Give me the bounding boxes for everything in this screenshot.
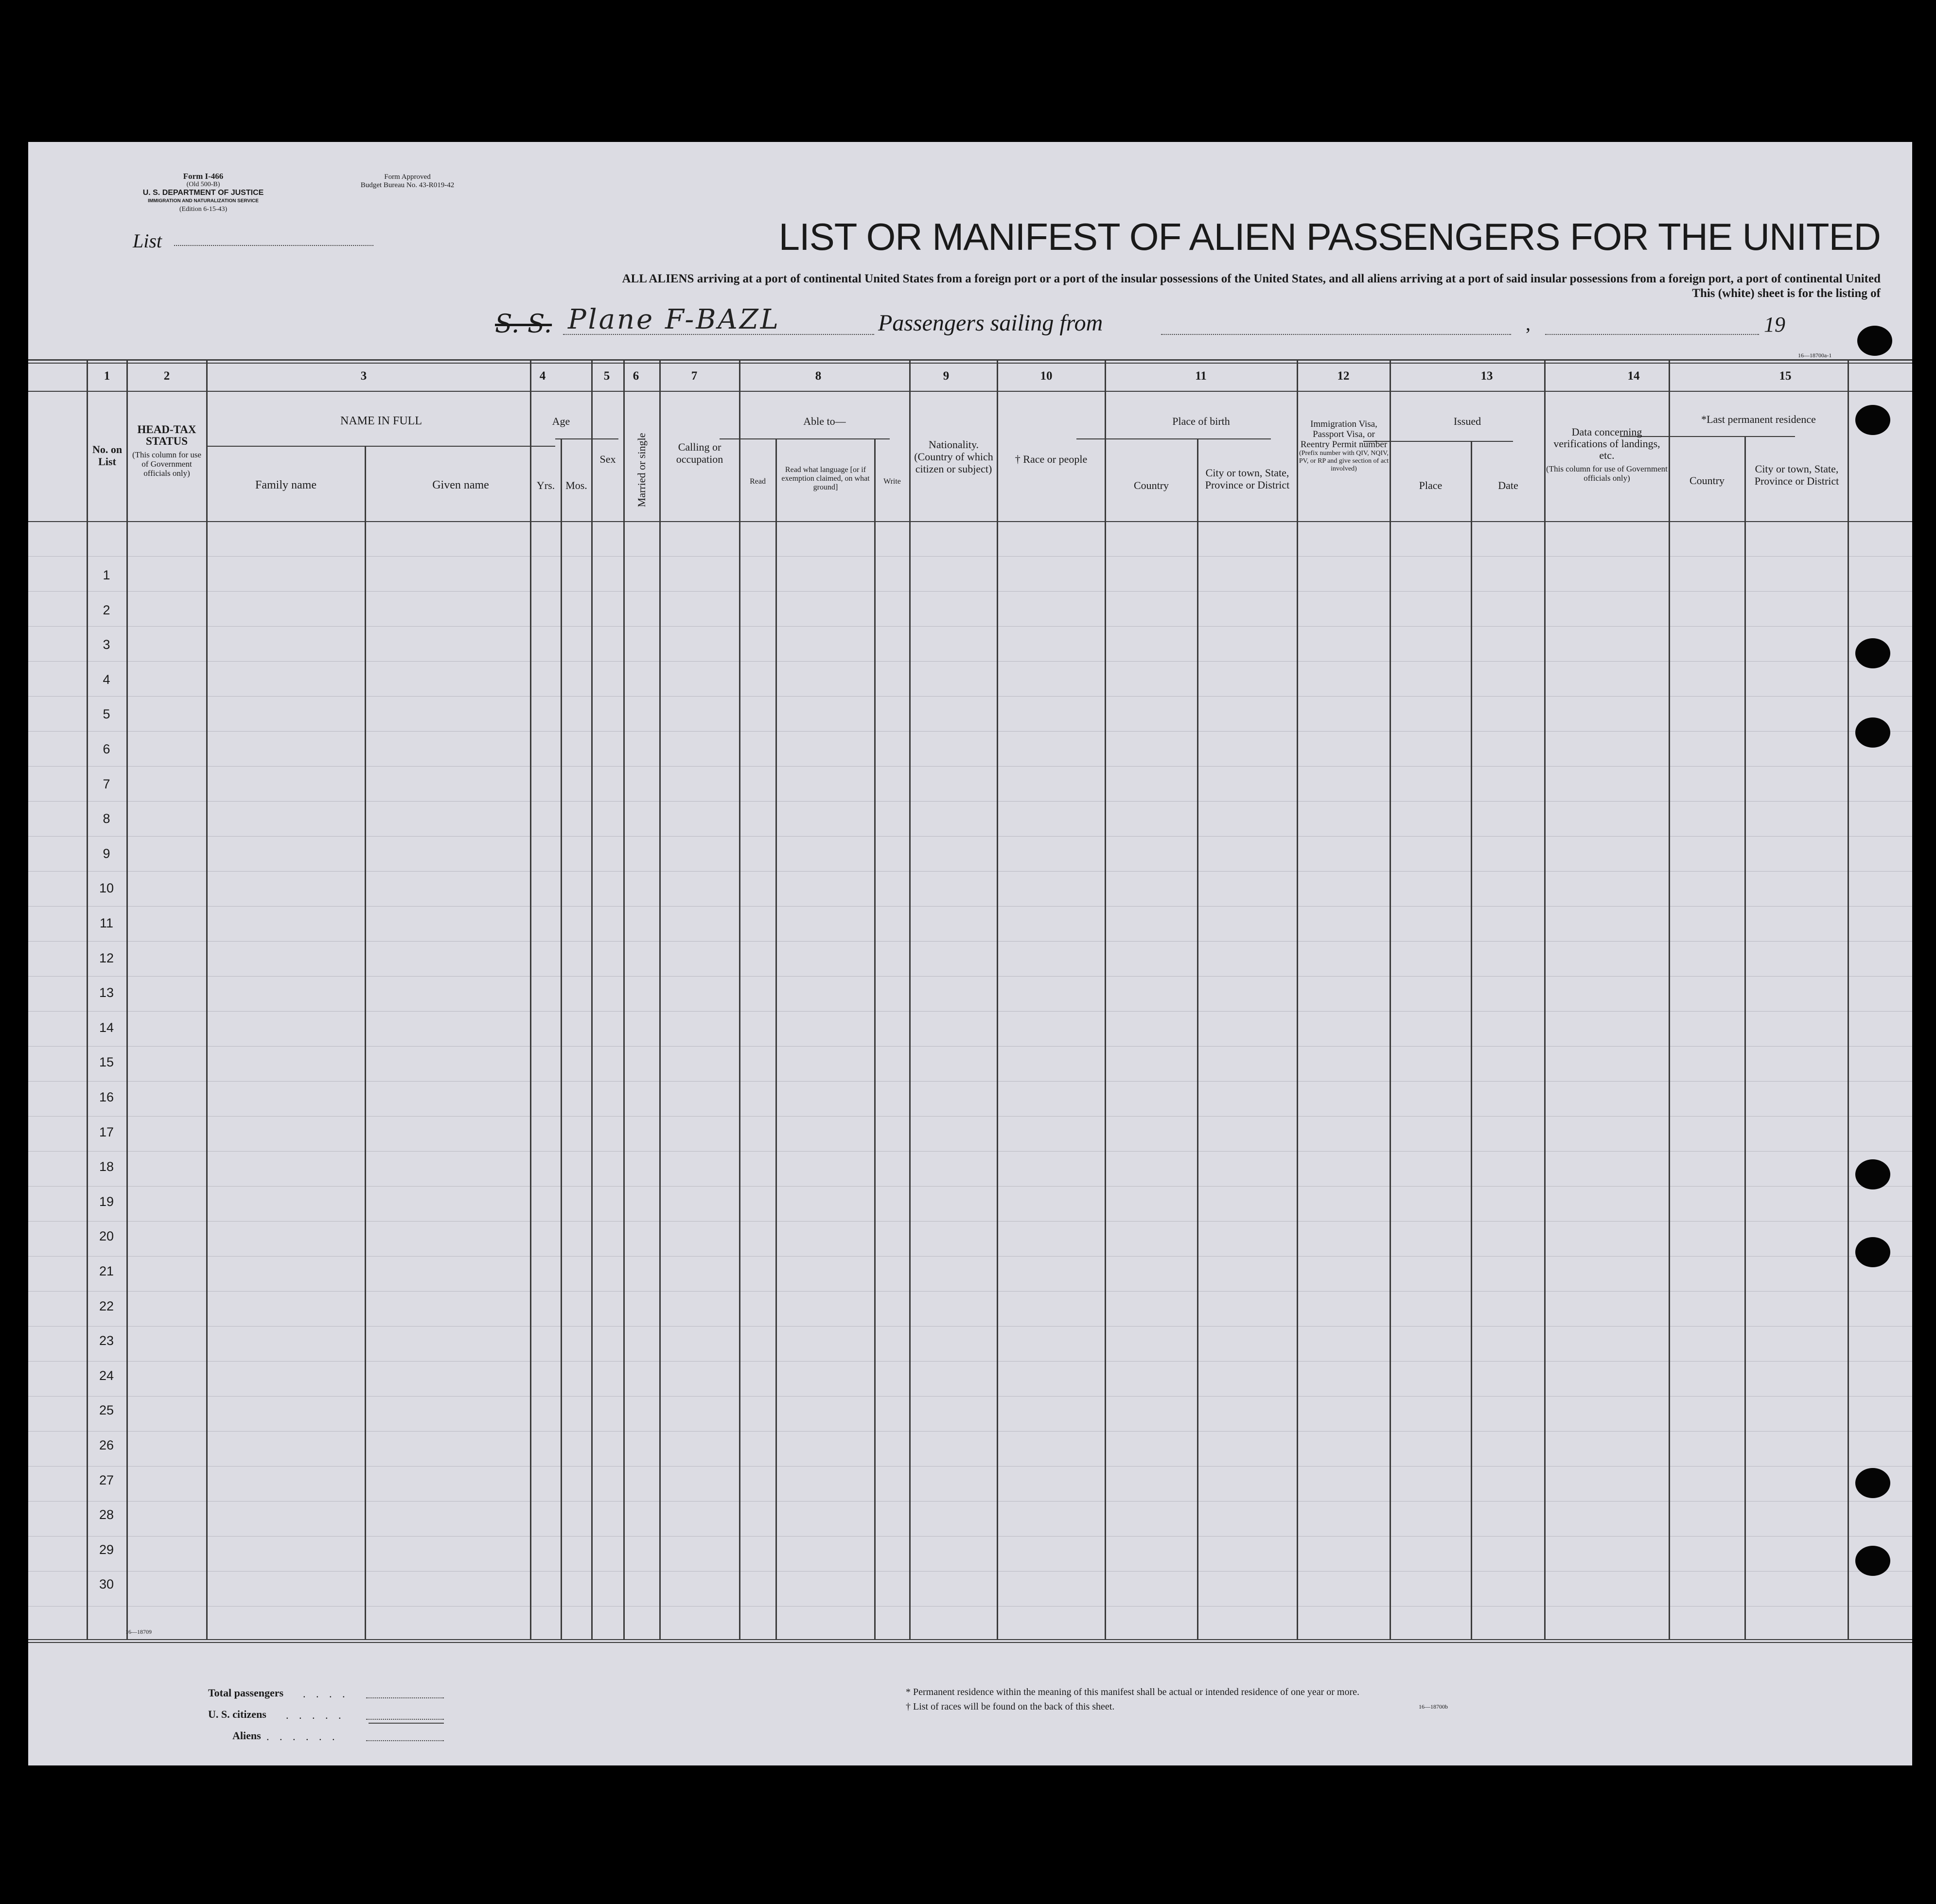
row-number: 8 [103,811,110,826]
header-able-to: Able to— [803,415,846,427]
form-department: U. S. DEPARTMENT OF JUSTICE [142,189,264,197]
binder-hole [1855,1546,1890,1576]
manifest-sheet: Form I-466 (Old 500-B) U. S. DEPARTMENT OF JUSTICE IMMIGRATION AND NATURALIZATION SERVICE (Edition 6-15-43) Form Approved Budget Bureau No. 43-R019-42 List LIST OR MANIFEST OF ALIEN PASSENGERS FOR THE UNITED ALL ALIENS arriving at a port of continental United States from a foreign port or a port of the insular possessions of the United States, and all aliens arriving at a port of said insular possessions from a foreign port, a port of continental United This (white) sheet is for the listing of S. S. Plane F-BAZL Passengers sailing from , 19 16—18700a-1 1 2 3 4 5 6 7 8 9 10 11 12 13 14 15 No. on List HEAD-TAX STATUS (This column for use of Government officials only) NAME IN FULL Family name Given name Age Yrs. Mos. Sex Married or single Calling or occupation Able to— Read Read what language [or if exemption claimed, on what ground] Write Nationality. (Country of which citizen or subject) † Race or people Place of birth Country City or town, State, Province or District Immigration Visa, Passport Visa, or Reentry Permit number (Prefix number with QIV, NQIV, PV, or RP and give section of act involved) Issued Place Date Data concerning verifications of landings, etc. (This column for use of Government officials only) *Last permanent residence Country City or town, State, Province or District 1 2 3 4 5 6 7 8 9 10 11 12 13 14 15 16 17 18 19 20 21 22 23 24 25 26 27 28 29 30 16—18709 Total passengers . . . . U. S. citizens . . . . . Aliens . . . . . . * Permanent residence within the meaning of this manifest shall be actual or intended residence of one year or more. † List of races will be found on the back of this sheet. 16—18700b [28,142,1912,1765]
header-nationality: Nationality. (Country of which citizen or subject) [914,438,993,475]
ruled-line [28,1186,1912,1187]
col-num-13: 13 [1480,369,1493,383]
form-header [135,172,271,213]
aliens-field[interactable] [366,1740,444,1741]
footnote-races: † List of races will be found on the back of this sheet. [906,1701,1115,1712]
header-mos: Mos. [565,479,587,491]
ruled-line [28,1116,1912,1117]
col-num-2: 2 [163,369,170,383]
ruled-line [28,591,1912,592]
budget-bureau: Budget Bureau No. 43-R019-42 [360,181,455,189]
binder-hole [1855,1159,1890,1189]
row-number: 13 [99,985,114,1000]
header-visa-note: (Prefix number with QIV, NQIV, PV, or RP and give section of act involved) [1299,450,1389,472]
row-number: 1 [103,568,110,582]
header-place-of-birth: Place of birth [1172,415,1230,427]
ruled-line [28,626,1912,627]
header-data-concerning-label: Data concerning verifications of landings, etc. [1553,426,1660,461]
ruled-line [28,1606,1912,1607]
header-given-name: Given name [432,479,489,491]
row-number: 6 [103,742,110,756]
ruled-line [28,1081,1912,1082]
row-number: 25 [99,1403,114,1418]
ruled-line [28,1221,1912,1222]
subtitle-line2: This (white) sheet is for the listing of [1692,287,1881,300]
ruled-line [28,766,1912,767]
row-number: 22 [99,1298,114,1313]
us-citizens-label: U. S. citizens [208,1708,266,1720]
form-service: IMMIGRATION AND NATURALIZATION SERVICE [148,198,259,204]
ruled-line [28,836,1912,837]
header-data-concerning-note: (This column for use of Government officials only) [1546,464,1668,483]
header-res-country: Country [1689,474,1725,487]
row-number: 14 [99,1020,114,1035]
col-num-6: 6 [633,369,639,383]
row-number: 20 [99,1229,114,1244]
header-head-tax-label: HEAD-TAX STATUS [137,423,196,447]
ruled-line [28,871,1912,872]
binder-hole [1855,638,1890,668]
col-num-10: 10 [1040,369,1053,383]
binder-hole [1855,1468,1890,1498]
bottom-code: 16—18709 [125,1628,152,1635]
row-number: 23 [99,1333,114,1348]
header-married: Married or single [635,433,648,507]
header-issued-place: Place [1419,479,1443,491]
ruled-line [28,661,1912,662]
header-yrs: Yrs. [536,479,555,491]
row-number: 5 [103,707,110,722]
ruled-line [28,1501,1912,1502]
header-no-on-list: No. on List [92,443,123,468]
form-approved: Form Approved [384,173,431,181]
row-number: 16 [99,1090,114,1104]
year-prefix: 19 [1764,313,1785,336]
binder-hole [1855,1237,1890,1267]
header-visa-label: Immigration Visa, Passport Visa, or Reentry Permit number [1300,419,1388,450]
header-issued-date: Date [1498,479,1518,491]
header-sex: Sex [599,453,616,465]
col-num-9: 9 [943,369,950,383]
header-read: Read [750,477,766,486]
row-number: 11 [99,916,114,930]
ruled-line [28,1431,1912,1432]
vessel-handwritten: Plane F-BAZL [568,304,780,335]
header-issued: Issued [1453,415,1481,427]
header-calling: Calling or occupation [676,441,723,465]
row-number: 30 [99,1577,114,1592]
col-num-3: 3 [360,369,367,383]
row-number: 4 [103,672,110,687]
binder-hole [1855,717,1890,748]
aliens-label: Aliens [232,1729,261,1742]
header-age: Age [552,415,570,427]
footnote-code: 16—18700b [1419,1703,1448,1710]
row-number: 28 [99,1507,114,1522]
list-number-field[interactable] [174,245,373,246]
header-last-residence: *Last permanent residence [1701,413,1816,425]
ruled-line [28,1046,1912,1047]
header-write: Write [883,477,901,486]
header-read-language: Read what language [or if exemption claimed, on what ground] [781,466,870,491]
header-visa [1298,419,1390,473]
ruled-line [28,1571,1912,1572]
header-head-tax-note: (This column for use of Government officials only) [132,450,202,478]
corner-code: 16—18700a-1 [1798,352,1832,359]
ruled-line [28,1326,1912,1327]
ruled-line [28,1396,1912,1397]
row-number: 9 [103,846,110,861]
binder-hole [1855,405,1890,435]
col-num-8: 8 [815,369,822,383]
binder-hole [1857,326,1892,356]
ruled-line [28,976,1912,977]
ruled-line [28,1256,1912,1257]
ruled-line [28,1361,1912,1362]
ruled-line [28,1466,1912,1467]
form-edition: (Edition 6-15-43) [179,206,228,213]
sailing-date-field[interactable] [1545,334,1759,335]
ruled-line [28,1536,1912,1537]
row-number: 17 [99,1124,114,1139]
header-res-city: City or town, State, Province or District [1754,463,1839,487]
row-number: 27 [99,1472,114,1487]
sailing-label: Passengers sailing from [878,310,1103,336]
header-birth-city: City or town, State, Province or District [1205,467,1290,491]
col-num-7: 7 [691,369,698,383]
subtitle-line1: ALL ALIENS arriving at a port of continental United States from a foreign port or a port of the insular possessions of the United States, and all aliens arriving at a port of said insular possessions from a foreign port, a port of continental United [622,272,1881,285]
col-num-5: 5 [603,369,610,383]
header-name-in-full: NAME IN FULL [340,415,422,427]
form-approval [339,173,475,190]
ruled-line [28,556,1912,557]
col-num-4: 4 [539,369,546,383]
ruled-line [28,906,1912,907]
row-number: 18 [99,1159,114,1174]
col-num-14: 14 [1627,369,1640,383]
col-num-12: 12 [1337,369,1350,383]
col-num-11: 11 [1195,369,1207,383]
ruled-line [28,801,1912,802]
ruled-line [28,1151,1912,1152]
row-number: 21 [99,1264,114,1278]
ruled-line [28,731,1912,732]
row-number: 26 [99,1438,114,1452]
page-title: LIST OR MANIFEST OF ALIEN PASSENGERS FOR THE UNITED [778,215,1881,258]
ss-label: S. S. [495,310,552,339]
header-birth-country: Country [1133,479,1169,491]
row-number: 24 [99,1368,114,1383]
row-number: 10 [99,881,114,896]
row-number: 12 [99,950,114,965]
row-number: 7 [103,776,110,791]
ruled-line [28,696,1912,697]
row-number: 29 [99,1542,114,1557]
footnote-residence: * Permanent residence within the meaning of this manifest shall be actual or intended residence of one year or more. [906,1687,1360,1697]
header-data-concerning [1545,426,1669,483]
row-number: 3 [103,637,110,652]
header-family-name: Family name [255,479,317,491]
ruled-line [28,941,1912,942]
ruled-line [28,1011,1912,1012]
row-number: 2 [103,602,110,617]
form-old: (Old 500-B) [186,181,220,188]
col-num-1: 1 [104,369,110,383]
header-head-tax [128,424,206,478]
list-label: List [133,230,162,252]
header-race: † Race or people [1015,453,1088,465]
ruled-line [28,1291,1912,1292]
row-number: 19 [99,1194,114,1209]
total-passengers-label: Total passengers [208,1687,284,1699]
form-number: Form I-466 [183,172,224,181]
col-num-15: 15 [1779,369,1792,383]
row-number: 15 [99,1055,114,1070]
total-passengers-field[interactable] [366,1697,444,1698]
us-citizens-field[interactable] [366,1719,444,1720]
sailing-from-field[interactable] [1161,334,1511,335]
